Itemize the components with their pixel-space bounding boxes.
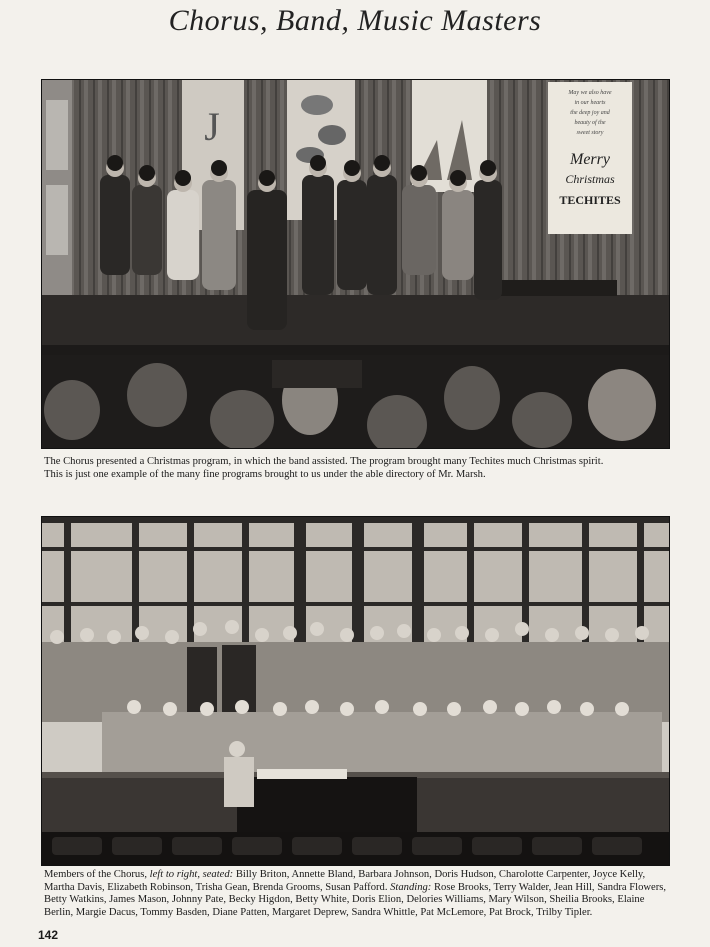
svg-text:in our hearts: in our hearts xyxy=(574,100,606,106)
svg-text:May we also have: May we also have xyxy=(568,90,612,96)
svg-text:sweet story: sweet story xyxy=(576,130,604,136)
caption-lead: Members of the Chorus, xyxy=(44,869,150,880)
photo1-caption-line2: This is just one example of the many fine programs brought to us under the able directory of Mr. Marsh. xyxy=(44,468,486,480)
caption-standing-label: Standing: xyxy=(390,881,432,893)
caption-seated-label: left to right, seated: xyxy=(149,869,234,880)
page-number: 142 xyxy=(38,928,59,942)
caption-seated-names: Billy Briton, Annette Bland, Barbara Johnson, Doris Hudson, Charolotte Carpenter, Joyce Kelly, Martha Davis, Elizabeth Robinson, Trisha Gean, Brenda Grooms, Susan Pafford. xyxy=(44,869,646,893)
caption-standing-names: Rose Brooks, Terry Walder, Jean Hill, Sandra Flowers, Betty Watkins, James Mason, Johnny Pate, Becky Higdon, Betty White, Doris Elion, Delories Williams, Mary Wilson, Sheilia Brooks, Elaine Berlin, Margie Dacus, Tommy Basden, Diane Patten, Margaret Deprew, Sandra Whittle, Pat McLemore, Pat Brock, Trilby Tipler. xyxy=(44,881,667,918)
photo1-caption xyxy=(44,456,674,481)
chorus-group-photo xyxy=(41,516,670,866)
photo2-caption xyxy=(44,869,674,919)
banner-merry: Merry xyxy=(570,151,610,168)
page-title: Chorus, Band, Music Masters xyxy=(168,4,542,37)
svg-text:J: J xyxy=(204,104,220,149)
christmas-program-photo xyxy=(41,79,670,449)
banner-christmas: Christmas xyxy=(565,172,615,186)
svg-text:the deep joy and: the deep joy and xyxy=(570,110,610,116)
svg-text:beauty of the: beauty of the xyxy=(574,120,606,126)
photo1-caption-line1: The Chorus presented a Christmas program, in which the band assisted. The program brought many Techites much Christmas spirit. xyxy=(44,456,604,467)
banner-techites: TECHITES xyxy=(559,193,621,207)
